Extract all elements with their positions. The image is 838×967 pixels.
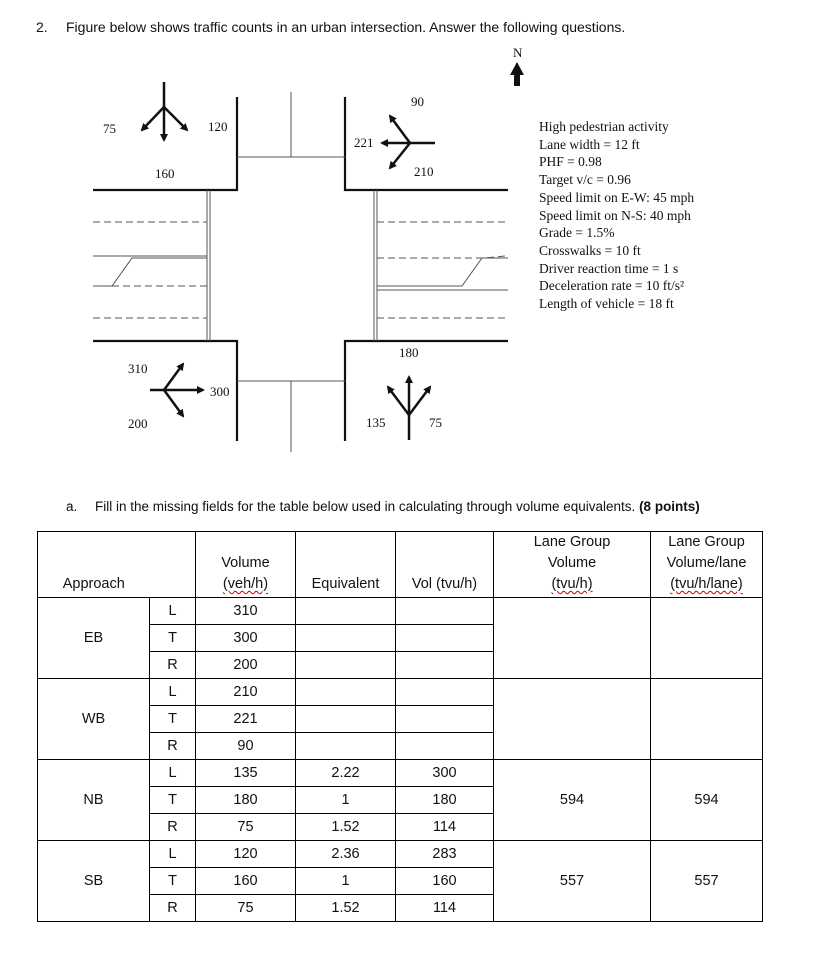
table-cell: 310: [196, 598, 296, 625]
table-cell[interactable]: [651, 598, 763, 679]
note-line: Speed limit on N-S: 40 mph: [539, 207, 691, 223]
table-row: [38, 598, 763, 625]
table-cell[interactable]: [494, 679, 651, 760]
approach-wb: WB: [38, 679, 150, 760]
table-cell: 180: [196, 787, 296, 814]
table-row: [38, 841, 763, 868]
table-cell: 594: [494, 760, 651, 841]
header-equivalent: Equivalent: [296, 532, 396, 598]
table-cell: T: [150, 706, 196, 733]
note-line: Length of vehicle = 18 ft: [539, 296, 674, 312]
note-line: Deceleration rate = 10 ft/s²: [539, 278, 685, 294]
table-cell[interactable]: [296, 679, 396, 706]
table-cell: 160: [396, 868, 494, 895]
nb-through-volume: 180: [399, 345, 419, 360]
approach-sb: SB: [38, 841, 150, 922]
nb-right-volume: 75: [429, 415, 442, 430]
table-cell: 1.52: [296, 814, 396, 841]
table-cell: 557: [651, 841, 763, 922]
table-cell[interactable]: [296, 706, 396, 733]
eb-left-volume: 310: [128, 361, 148, 376]
table-cell[interactable]: [396, 679, 494, 706]
sb-arrows-icon: [142, 82, 187, 140]
note-line: High pedestrian activity: [539, 119, 669, 134]
table-cell: 594: [651, 760, 763, 841]
table-row: [38, 679, 763, 706]
note-line: Speed limit on E-W: 45 mph: [539, 189, 695, 205]
wb-left-volume: 210: [414, 164, 434, 179]
table-cell[interactable]: [296, 733, 396, 760]
note-line: Target v/c = 0.96: [539, 172, 631, 188]
table-cell: 300: [196, 625, 296, 652]
note-line: Driver reaction time = 1 s: [539, 260, 679, 276]
table-cell: 120: [196, 841, 296, 868]
table-cell: 200: [196, 652, 296, 679]
sb-right-volume: 75: [103, 121, 116, 136]
note-line: PHF = 0.98: [539, 154, 602, 170]
sb-through-volume: 160: [155, 166, 175, 181]
header-vol-tvu: Vol (tvu/h): [396, 532, 494, 598]
table-cell: 283: [396, 841, 494, 868]
table-cell: 300: [396, 760, 494, 787]
table-cell: R: [150, 895, 196, 922]
table-cell: L: [150, 598, 196, 625]
table-cell: R: [150, 814, 196, 841]
table-cell: 135: [196, 760, 296, 787]
table-cell: 2.22: [296, 760, 396, 787]
table-cell[interactable]: [396, 652, 494, 679]
table-cell: 1: [296, 868, 396, 895]
table-cell[interactable]: [396, 706, 494, 733]
table-cell[interactable]: [396, 625, 494, 652]
north-label: N: [513, 45, 523, 60]
table-cell: R: [150, 733, 196, 760]
table-cell[interactable]: [494, 598, 651, 679]
header-lane-group-volume: Lane Group Volume (tvu/h): [494, 532, 651, 598]
nb-arrows-icon: [388, 377, 430, 440]
table-cell: R: [150, 652, 196, 679]
eb-arrows-icon: [150, 364, 203, 416]
table-row: [38, 760, 763, 787]
eb-through-volume: 300: [210, 384, 230, 399]
table-cell: L: [150, 679, 196, 706]
design-parameters: [539, 118, 694, 313]
table-cell: T: [150, 868, 196, 895]
part-letter: a.: [66, 499, 78, 514]
table-header-row: [38, 532, 763, 598]
table-cell: 2.36: [296, 841, 396, 868]
table-cell: 160: [196, 868, 296, 895]
north-arrow-icon: [510, 62, 524, 86]
part-points: (8 points): [639, 499, 700, 514]
table-cell[interactable]: [296, 598, 396, 625]
left-turn-bay-west: [93, 258, 207, 286]
eb-right-volume: 200: [128, 416, 148, 431]
table-cell: L: [150, 841, 196, 868]
note-line: Grade = 1.5%: [539, 225, 615, 241]
table-cell: T: [150, 787, 196, 814]
wb-through-volume: 221: [354, 135, 374, 150]
table-cell[interactable]: [396, 733, 494, 760]
left-turn-bay-east: [377, 258, 508, 286]
table-cell: 90: [196, 733, 296, 760]
wb-right-volume: 90: [411, 94, 424, 109]
part-text: [95, 499, 700, 514]
table-cell: 1.52: [296, 895, 396, 922]
table-cell: 210: [196, 679, 296, 706]
header-lane-group-volume-per-lane: Lane Group Volume/lane (tvu/h/lane): [651, 532, 763, 598]
note-line: Lane width = 12 ft: [539, 136, 640, 152]
table-cell: 75: [196, 895, 296, 922]
volume-table: [37, 531, 763, 922]
table-cell: 75: [196, 814, 296, 841]
table-cell: 180: [396, 787, 494, 814]
table-cell: 221: [196, 706, 296, 733]
note-line: Crosswalks = 10 ft: [539, 242, 641, 258]
table-cell[interactable]: [396, 598, 494, 625]
nb-left-volume: 135: [366, 415, 386, 430]
table-cell: 114: [396, 814, 494, 841]
approach-nb: NB: [38, 760, 150, 841]
table-cell: L: [150, 760, 196, 787]
table-cell[interactable]: [651, 679, 763, 760]
header-approach: Approach: [38, 532, 150, 598]
wb-arrows-icon: [382, 116, 435, 168]
part-instruction: Fill in the missing fields for the table below used in calculating through volume equivalents.: [95, 499, 636, 514]
table-cell[interactable]: [296, 625, 396, 652]
table-cell: T: [150, 625, 196, 652]
table-cell[interactable]: [296, 652, 396, 679]
table-cell: 557: [494, 841, 651, 922]
sb-left-volume: 120: [208, 119, 228, 134]
header-volume: Volume (veh/h): [196, 532, 296, 598]
question-number: 2.: [36, 19, 48, 35]
table-cell: 1: [296, 787, 396, 814]
question-text: Figure below shows traffic counts in an urban intersection. Answer the following questions.: [66, 19, 626, 35]
table-cell: 114: [396, 895, 494, 922]
approach-eb: EB: [38, 598, 150, 679]
